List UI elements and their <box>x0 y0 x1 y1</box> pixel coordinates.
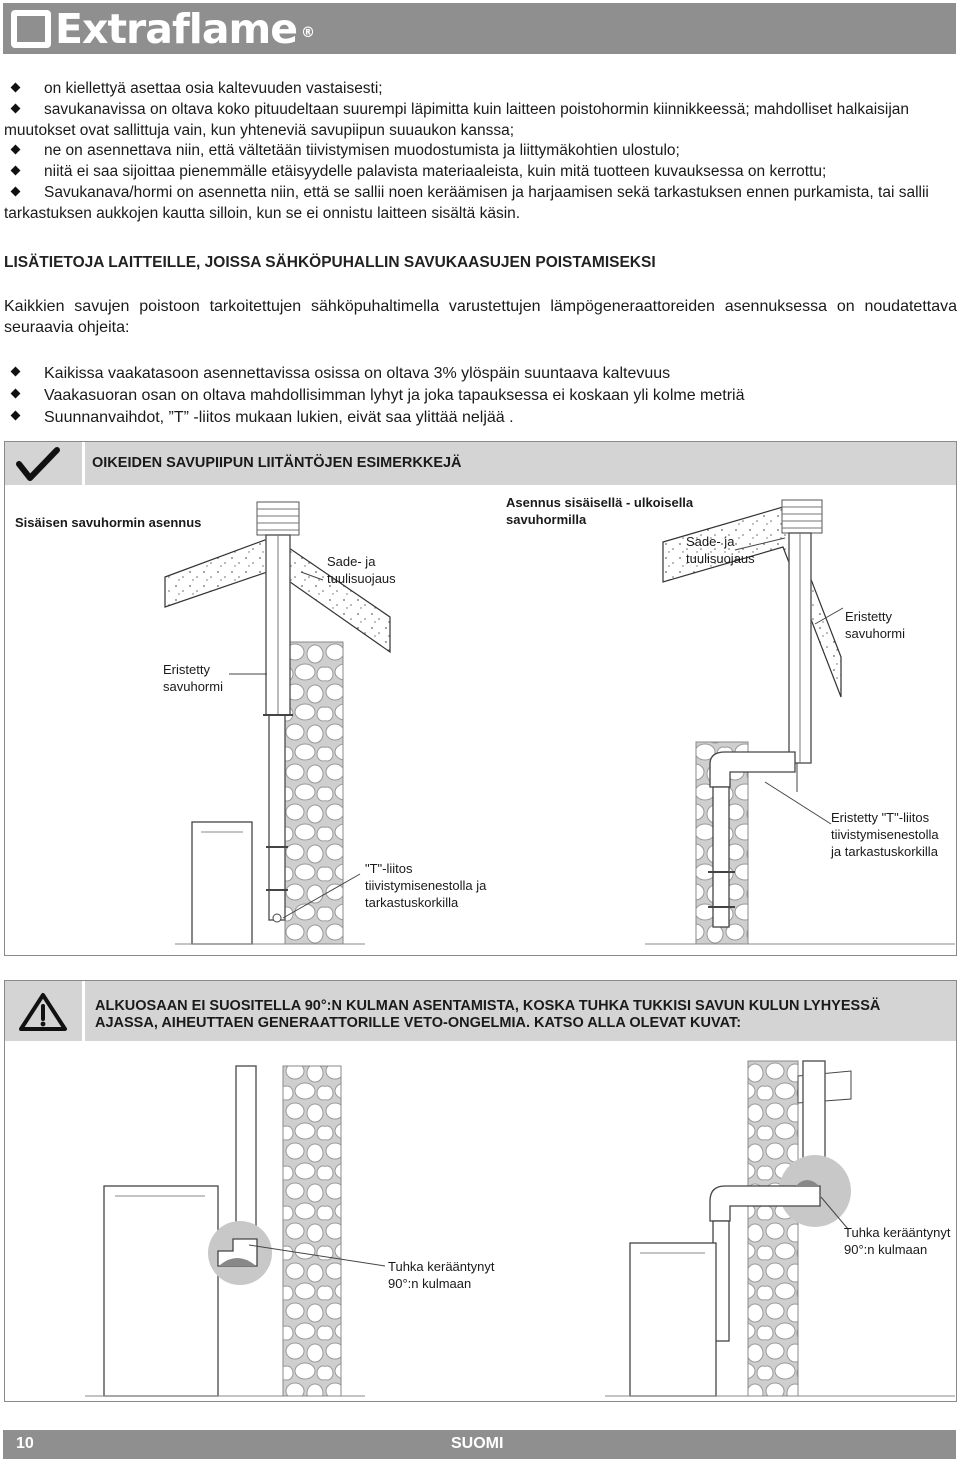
right-diagram-title: Asennus sisäisellä - ulkoisella savuhormilla <box>506 495 694 527</box>
list-item: savukanavissa on oltava koko pituudeltaan suurempi läpimitta kuin laitteen poistohormin kiinnikkeessä; mahdolliset halkaisijan muutokset ovat sallittuja vain, kun yhteneviä savupiipun suuaukon kanssa; <box>4 100 910 139</box>
bullet-list-fan <box>4 363 956 429</box>
list-item: Vaakasuoran osan on oltava mahdollisimman lyhyt ja joka tapauksessa ei koskaan yli kolme metriä <box>4 385 956 407</box>
logo-mark-icon <box>11 10 51 48</box>
page-number: 10 <box>16 1435 34 1452</box>
right-insulated-label: Eristetty savuhormi <box>845 609 905 641</box>
list-item: on kiellettyä asettaa osia kaltevuuden vastaisesti; <box>4 79 956 100</box>
list-item: ne on asennettava niin, että vältetään tiivistymisen muodostumista ja liittymäkohtien ulostulo; <box>4 141 956 162</box>
language-label: SUOMI <box>451 1435 504 1452</box>
bullet-list-top <box>4 79 956 225</box>
list-item: Suunnanvaihdot, ”T” -liitos mukaan lukien, eivät saa ylittää neljää . <box>4 407 956 429</box>
page-footer <box>3 1430 956 1459</box>
list-item: Kaikissa vaakatasoon asennettavissa osissa on oltava 3% ylöspäin suuntaava kaltevuus <box>4 363 956 385</box>
diamond-bullet-icon <box>11 145 21 155</box>
registered-mark: ® <box>301 25 315 41</box>
left-diagram-title: Sisäisen savuhormin asennus <box>15 515 202 530</box>
warning-box <box>4 980 957 1402</box>
left-ash-label: Tuhka kerääntynyt 90°:n kulmaan <box>388 1259 495 1291</box>
diamond-bullet-icon <box>11 389 21 399</box>
left-cap-label: Sade- ja tuulisuojaus <box>327 554 396 586</box>
intro-paragraph: Kaikkien savujen poistoon tarkoitettujen sähköpuhaltimella varustettujen lämpögeneraattoreiden asennuksessa on noudatettava seuraavia ohjeita: <box>4 298 957 336</box>
warning-title: ALKUOSAAN EI SUOSITELLA 90°:N KULMAN ASENTAMISTA, KOSKA TUHKA TUKKISI SAVUN KULUN LYHYESSÄ AJASSA, AIHEUTTAEN GENERAATTORILLE VETO-ONGELMIA. KATSO ALLA OLEVAT KUVAT: <box>95 998 881 1031</box>
list-item: niitä ei saa sijoittaa pienemmälle etäisyydelle palavista materiaaleista, kuin mitä tuotteen kuvauksessa on kerrottu; <box>4 162 956 183</box>
left-insulated-label: Eristetty savuhormi <box>163 662 223 694</box>
correct-examples-title: OIKEIDEN SAVUPIIPUN LIITÄNTÖJEN ESIMERKKEJÄ <box>92 455 462 471</box>
logo <box>11 5 314 53</box>
correct-examples-box <box>4 441 957 956</box>
diamond-bullet-icon <box>11 411 21 421</box>
right-tee-label: Eristetty "T"-liitos tiivistymisenestolla ja tarkastuskorkilla <box>831 810 939 859</box>
diamond-bullet-icon <box>11 187 21 197</box>
right-ash-label: Tuhka kerääntynyt 90°:n kulmaan <box>844 1225 951 1257</box>
logo-text: Extraflame <box>55 5 298 53</box>
left-tee-label: "T"-liitos tiivistymisenestolla ja tarkastuskorkilla <box>365 861 487 910</box>
diamond-bullet-icon <box>11 367 21 377</box>
diamond-bullet-icon <box>11 83 21 93</box>
diamond-bullet-icon <box>11 166 21 176</box>
page-header <box>3 3 956 54</box>
section-heading: LISÄTIETOJA LAITTEILLE, JOISSA SÄHKÖPUHALLIN SAVUKAASUJEN POISTAMISEKSI <box>4 254 656 271</box>
left-ash-diagram <box>85 1066 385 1396</box>
ash-diagrams <box>5 981 956 1401</box>
diamond-bullet-icon <box>11 103 21 113</box>
right-cap-label: Sade- ja tuulisuojaus <box>686 534 755 566</box>
list-item: Savukanava/hormi on asennetta niin, että se sallii noen keräämisen ja harjaamisen sekä tarkastuksen ennen purkamista, tai sallii tarkastuksen aukkojen kautta silloin, kun se ei onnistu laitteen sisältä käsin. <box>4 183 929 222</box>
